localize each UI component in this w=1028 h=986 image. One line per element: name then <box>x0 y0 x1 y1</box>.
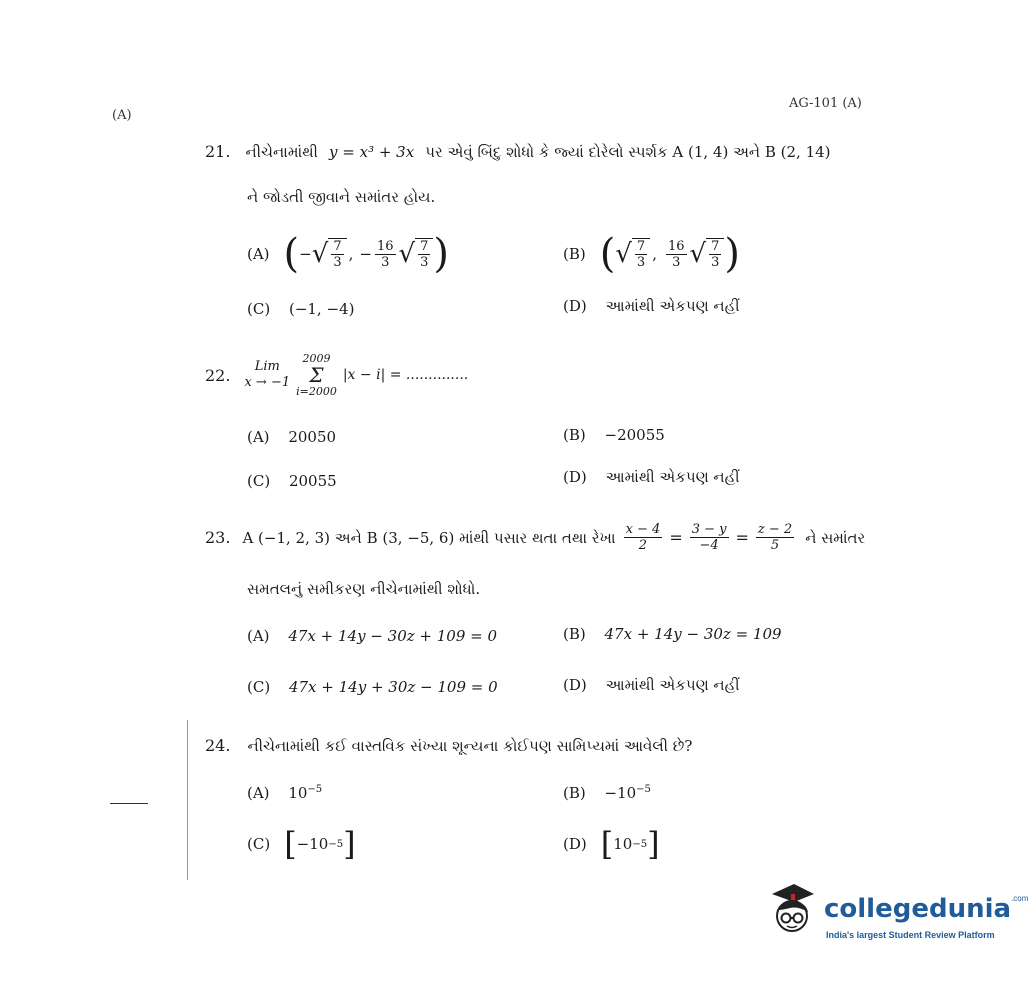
expression: |x − i| = .............. <box>342 367 469 383</box>
question-21 <box>205 142 831 161</box>
question-number: 24. <box>205 736 231 755</box>
bracket: [ <box>600 825 614 863</box>
option-label: (C) <box>247 678 271 696</box>
mascot-icon <box>768 880 816 940</box>
paren: ) <box>724 231 740 277</box>
coefficient <box>375 239 396 270</box>
option-a[interactable] <box>247 428 336 446</box>
option-label: (D) <box>563 676 587 694</box>
base: 10 <box>288 784 308 802</box>
option-value: (−1, −4) <box>288 300 355 318</box>
option-value: 47x + 14y − 30z + 109 = 0 <box>288 627 498 645</box>
margin-dash <box>110 803 148 804</box>
option-a[interactable] <box>247 231 449 277</box>
option-label: (C) <box>247 300 271 318</box>
equation: y = x³ + 3x <box>329 143 415 161</box>
option-a[interactable] <box>247 784 322 802</box>
minus-sign: − <box>359 245 372 263</box>
option-label: (B) <box>563 784 586 802</box>
option-label: (B) <box>563 625 586 643</box>
option-a[interactable] <box>247 627 497 645</box>
option-label: (C) <box>247 835 271 853</box>
paren: ( <box>599 231 616 277</box>
frac-num: 7 <box>711 239 720 254</box>
frac-num: 7 <box>333 239 342 254</box>
base: −10 <box>604 784 637 802</box>
option-value <box>288 784 322 802</box>
frac-den: 3 <box>636 255 646 270</box>
limit <box>244 359 290 391</box>
frac-den: 5 <box>770 538 780 553</box>
frac-den: 3 <box>420 255 429 270</box>
equals-sign: = <box>669 528 683 547</box>
option-value <box>605 784 651 802</box>
minus-sign: − <box>299 245 312 263</box>
sum-lower: i=2000 <box>296 385 337 398</box>
option-label: (C) <box>247 472 271 490</box>
coefficient <box>666 239 687 270</box>
option-label: (B) <box>563 245 586 263</box>
page-section-label: (A) <box>112 108 132 123</box>
option-value: 47x + 14y + 30z − 109 = 0 <box>288 678 498 696</box>
base: −10 <box>296 835 329 853</box>
sqrt-expression: √ $\frac{7}{3}$ <box>615 238 650 270</box>
option-d[interactable] <box>563 676 740 694</box>
frac-num: 7 <box>636 239 646 254</box>
question-text: A (−1, 2, 3) અને B (3, −5, 6) માંથી પસાર થતા તથા રેખા <box>242 528 616 547</box>
option-c[interactable] <box>247 300 354 318</box>
lim-subscript: x → −1 <box>244 375 291 390</box>
frac-num: 3 − y <box>691 522 727 537</box>
question-text-cont: ને જોડતી જીવાને સમાંતર હોય. <box>247 188 436 206</box>
option-label: (D) <box>563 835 587 853</box>
option-value: 47x + 14y − 30z = 109 <box>604 625 782 643</box>
question-24 <box>205 736 692 755</box>
logo-tld: .com <box>1011 894 1028 903</box>
comma: , <box>348 245 354 263</box>
frac-den: 3 <box>333 255 342 270</box>
bracket: ] <box>647 825 660 863</box>
option-c[interactable] <box>247 472 337 490</box>
option-d[interactable] <box>563 825 660 863</box>
option-c[interactable] <box>247 678 498 696</box>
question-number: 21. <box>205 142 231 161</box>
question-number: 23. <box>205 528 231 547</box>
option-value: આમાંથી એકપણ નહીં <box>605 297 740 315</box>
frac-den: 3 <box>711 255 720 270</box>
option-label: (A) <box>247 428 270 446</box>
question-text: નીચેનામાંથી કઈ વાસ્તવિક સંખ્યા શૂન્યના કોઈપણ સામિપ્યમાં આવેલી છે? <box>247 737 693 755</box>
sum-upper: 2009 <box>302 352 331 365</box>
bracket: [ <box>284 825 297 863</box>
exponent: −5 <box>307 784 323 795</box>
option-value: આમાંથી એકપણ નહીં <box>605 676 740 694</box>
paren: ) <box>433 231 449 277</box>
frac-den: 3 <box>672 254 681 270</box>
option-label: (A) <box>247 627 270 645</box>
option-label: (B) <box>563 426 586 444</box>
option-value: −20055 <box>604 426 665 444</box>
logo-wordmark <box>824 894 1028 924</box>
frac-num: z − 2 <box>757 522 793 537</box>
option-value: આમાંથી એકપણ નહીં <box>605 468 740 486</box>
equals-sign: = <box>735 528 749 547</box>
summation <box>296 352 337 398</box>
base: 10 <box>613 835 633 853</box>
option-value: 20050 <box>288 428 337 446</box>
exponent: −5 <box>632 838 648 850</box>
margin-line <box>187 720 188 880</box>
question-text: ને સમાંતર <box>805 528 866 547</box>
option-b[interactable] <box>563 426 665 444</box>
option-label: (D) <box>563 297 587 315</box>
question-text: નીચેનામાંથી <box>245 143 318 161</box>
fraction <box>624 522 663 553</box>
frac-den: 2 <box>638 538 648 553</box>
question-text: પર એવું બિંદુ શોધો કે જ્યાં દોરેલો સ્પર્શક A (1, 4) અને B (2, 14) <box>425 143 831 161</box>
option-label: (D) <box>563 468 587 486</box>
bracket: ] <box>343 825 356 863</box>
question-number: 22. <box>205 365 231 385</box>
question-23 <box>205 522 865 553</box>
option-b[interactable] <box>563 784 651 802</box>
option-label: (A) <box>247 245 270 263</box>
fraction <box>690 522 729 553</box>
paren: ( <box>283 231 300 277</box>
sqrt-expression: √ $\frac{7}{3}$ <box>312 238 347 270</box>
option-d[interactable] <box>563 468 740 486</box>
option-b[interactable] <box>563 231 740 277</box>
sigma-symbol: Σ <box>309 363 324 387</box>
question-22 <box>205 352 468 398</box>
sqrt-expression: √ $\frac{7}{3}$ <box>690 238 725 270</box>
question-text-cont: સમતલનું સમીકરણ નીચેનામાંથી શોધો. <box>247 580 481 598</box>
option-c[interactable] <box>247 825 356 863</box>
option-value: 20055 <box>288 472 337 490</box>
option-label: (A) <box>247 784 270 802</box>
frac-num: 7 <box>420 239 429 254</box>
exponent: −5 <box>636 784 651 795</box>
comma: , <box>652 245 657 263</box>
lim-label: Lim <box>254 359 280 374</box>
frac-num: 16 <box>667 238 685 254</box>
logo-name: collegedunia <box>824 894 1012 924</box>
paper-code: AG-101 (A) <box>789 96 862 111</box>
frac-den: 3 <box>381 254 390 270</box>
option-d[interactable] <box>563 297 740 315</box>
fraction <box>756 522 794 553</box>
option-b[interactable] <box>563 625 782 643</box>
frac-num: 16 <box>376 238 394 254</box>
sqrt-expression: √ $\frac{7}{3}$ <box>399 238 434 270</box>
exponent: −5 <box>328 838 344 850</box>
logo-tagline: India's largest Student Review Platform <box>826 930 995 940</box>
frac-den: −4 <box>699 538 719 553</box>
frac-num: x − 4 <box>625 522 661 537</box>
